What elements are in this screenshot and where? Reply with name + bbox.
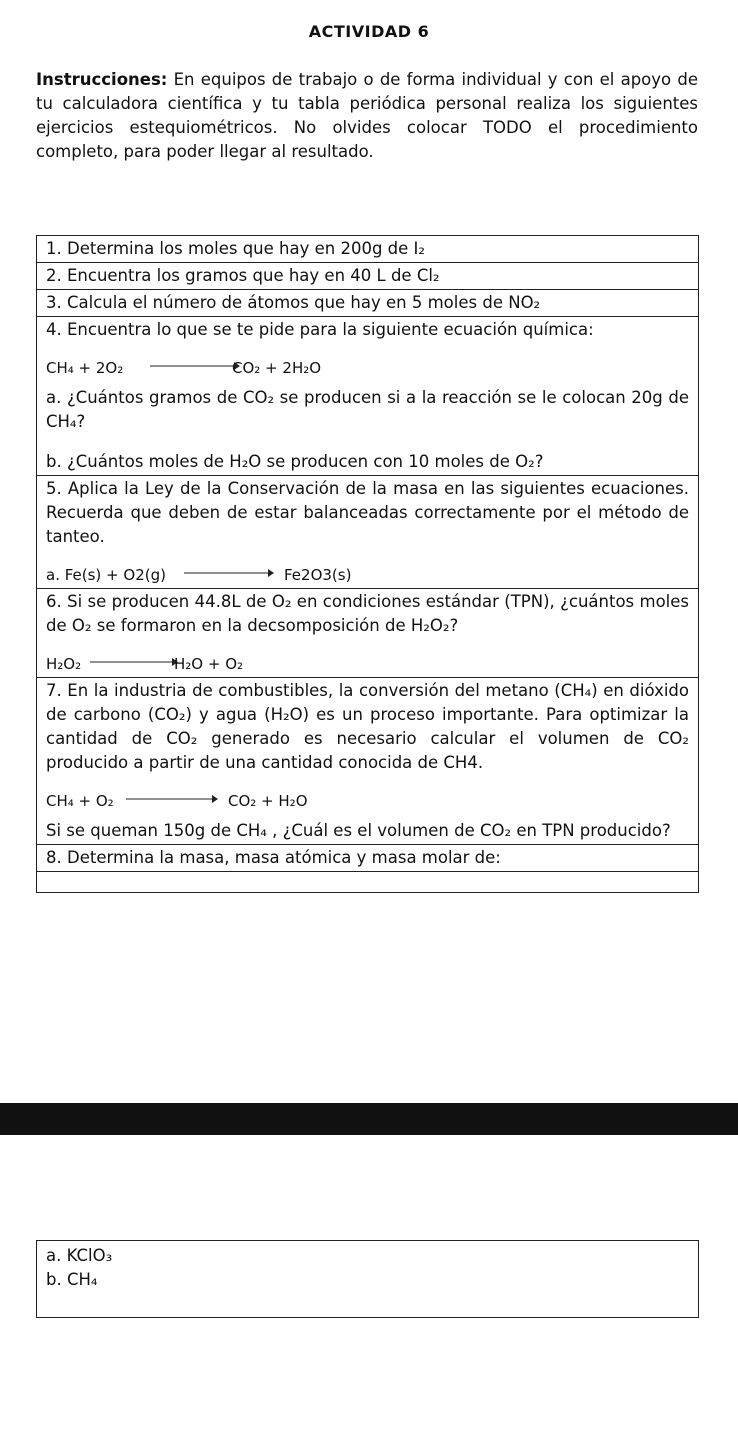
question-5-text: 5. Aplica la Ley de la Conservación de la masa en las siguientes ecuaciones. Recuerda que deben de estar balanceadas correctamente por el método de tanteo. xyxy=(46,479,689,546)
question-6 xyxy=(37,589,699,678)
question-2: 2. Encuentra los gramos que hay en 40 L de Cl₂ xyxy=(37,263,699,290)
answer-table xyxy=(36,1240,699,1318)
question-8-items xyxy=(37,1241,699,1318)
table-row xyxy=(37,236,699,263)
table-row xyxy=(37,845,699,872)
exercise-table xyxy=(36,235,699,893)
table-row xyxy=(37,263,699,290)
equation-7 xyxy=(46,785,689,813)
question-8a: a. KClO₃ xyxy=(46,1246,113,1265)
table-row xyxy=(37,1241,699,1318)
equation-4 xyxy=(46,352,689,380)
question-4 xyxy=(37,317,699,476)
question-4a: a. ¿Cuántos gramos de CO₂ se producen si a la reacción se le colocan 20g de CH₄? xyxy=(46,388,689,431)
equation-6-products: H₂O + O₂ xyxy=(174,655,244,673)
reaction-arrow-icon xyxy=(126,785,218,813)
question-7 xyxy=(37,678,699,845)
question-5 xyxy=(37,476,699,589)
question-4b: b. ¿Cuántos moles de H₂O se producen con 10 moles de O₂? xyxy=(46,452,544,471)
reaction-arrow-icon xyxy=(150,352,240,380)
blank-cell xyxy=(37,872,699,893)
table-row xyxy=(37,476,699,589)
table-row xyxy=(37,872,699,893)
page-separator-band xyxy=(0,1103,738,1135)
equation-4-products: CO₂ + 2H₂O xyxy=(232,359,322,377)
table-row xyxy=(37,589,699,678)
table-row xyxy=(37,290,699,317)
equation-6 xyxy=(46,648,689,676)
equation-5-products: Fe2O3(s) xyxy=(284,566,352,584)
question-4-text: 4. Encuentra lo que se te pide para la siguiente ecuación química: xyxy=(46,320,594,339)
page-title: ACTIVIDAD 6 xyxy=(308,22,430,41)
equation-6-reactants: H₂O₂ xyxy=(46,655,82,673)
equation-5-reactants: a. Fe(s) + O2(g) xyxy=(46,566,166,584)
instructions xyxy=(36,68,698,164)
question-7-question: Si se queman 150g de CH₄ , ¿Cuál es el volumen de CO₂ en TPN producido? xyxy=(46,821,671,840)
table-row xyxy=(37,317,699,476)
question-6-text: 6. Si se producen 44.8L de O₂ en condiciones estándar (TPN), ¿cuántos moles de O₂ se formaron en la decsomposición de H₂O₂? xyxy=(46,592,689,635)
question-7-text: 7. En la industria de combustibles, la conversión del metano (CH₄) en dióxido de carbono (CO₂) y agua (H₂O) es un proceso importante. Para optimizar la cantidad de CO₂ generado es necesario calcular el volumen de CO₂ producido a partir de una cantidad conocida de CH4. xyxy=(46,681,689,772)
equation-7-products: CO₂ + H₂O xyxy=(228,792,308,810)
instructions-text: En equipos de trabajo o de forma individual y con el apoyo de tu calculadora científica y tu tabla periódica personal realiza los siguientes ejercicios estequiométricos. No olvides colocar TODO el procedimiento completo, para poder llegar al resultado. xyxy=(36,70,698,161)
question-8: 8. Determina la masa, masa atómica y masa molar de: xyxy=(37,845,699,872)
table-row xyxy=(37,678,699,845)
reaction-arrow-icon xyxy=(90,648,178,676)
reaction-arrow-icon xyxy=(184,559,274,587)
instructions-label: Instrucciones: xyxy=(36,70,168,89)
question-8b: b. CH₄ xyxy=(46,1270,98,1289)
equation-4-reactants: CH₄ + 2O₂ xyxy=(46,359,124,377)
question-3: 3. Calcula el número de átomos que hay en 5 moles de NO₂ xyxy=(37,290,699,317)
equation-7-reactants: CH₄ + O₂ xyxy=(46,792,114,810)
equation-5 xyxy=(46,559,689,587)
question-1: 1. Determina los moles que hay en 200g de I₂ xyxy=(37,236,699,263)
